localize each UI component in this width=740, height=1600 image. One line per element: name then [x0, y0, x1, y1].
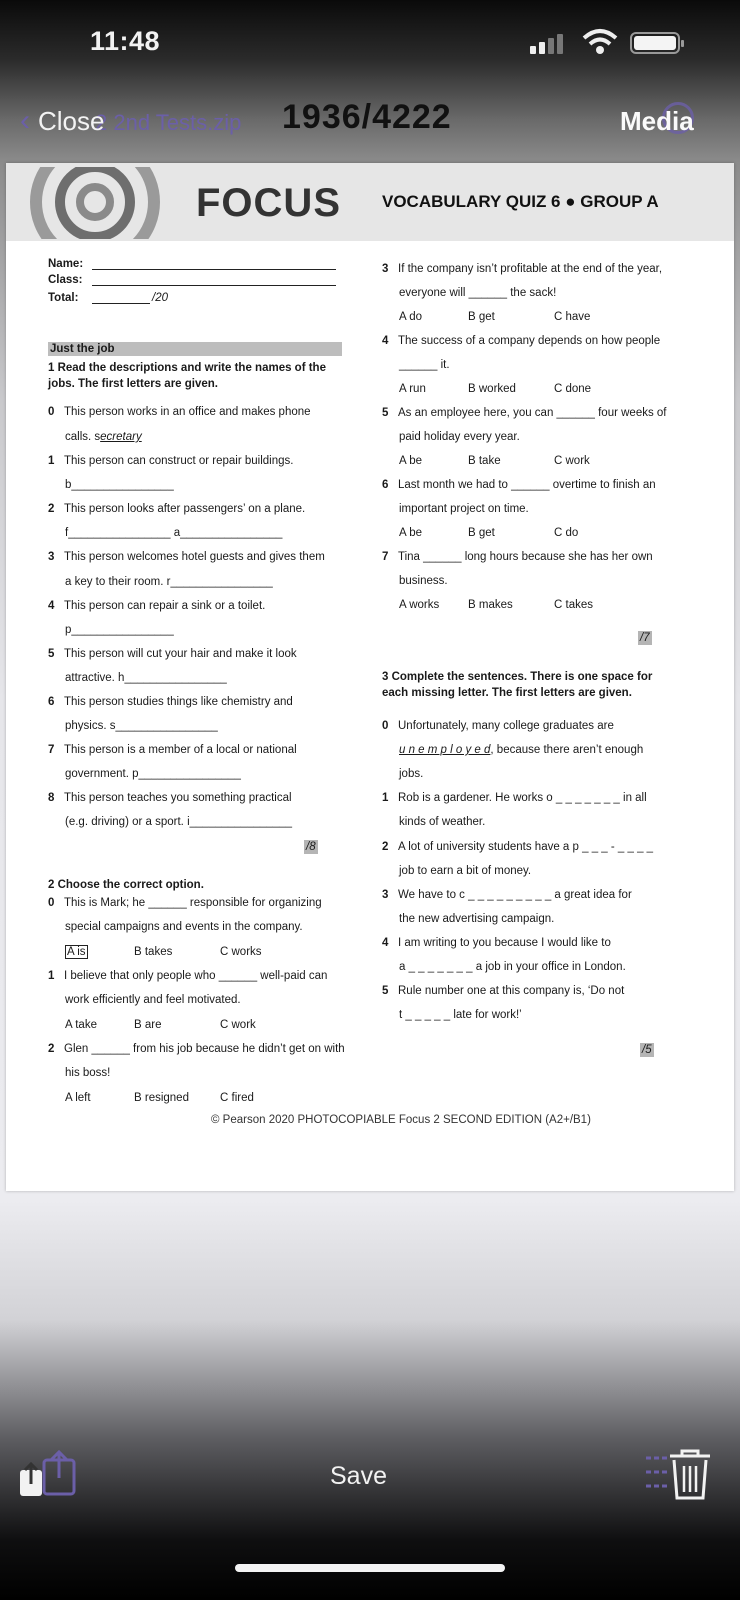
item-number: 0 — [382, 720, 389, 732]
item-number: 1 — [48, 970, 55, 982]
item-text: This person looks after passengers’ on a plane. — [64, 503, 306, 515]
item-text: I believe that only people who ______ well-paid can — [64, 970, 328, 982]
wifi-icon — [582, 28, 618, 56]
trash-icon[interactable] — [644, 1448, 714, 1502]
item-text: The success of a company depends on how people — [398, 335, 661, 347]
page-counter: 1936/4222 — [282, 98, 452, 136]
option-c[interactable]: C work — [220, 1019, 256, 1031]
item-text: I am writing to you because I would like to — [398, 937, 611, 949]
answer-blank[interactable]: government. p________________ — [65, 768, 241, 780]
battery-icon — [630, 32, 680, 54]
class-label: Class: — [48, 274, 83, 286]
item-text: This person can repair a sink or a toilet. — [64, 600, 266, 612]
section1-instruction: 1 Read the descriptions and write the names of the — [48, 362, 326, 374]
answer-blank[interactable]: physics. s________________ — [65, 720, 218, 732]
item-text: Unfortunately, many college graduates are — [398, 720, 614, 732]
quiz-title: VOCABULARY QUIZ 6 ● GROUP A — [382, 192, 659, 211]
option-b[interactable]: B resigned — [134, 1092, 189, 1104]
item-number: 7 — [48, 744, 55, 756]
option-a[interactable]: A take — [65, 1019, 97, 1031]
archive-filename: 2 2nd Tests.zip — [95, 110, 242, 135]
section3-heading-2: each missing letter. The first letters are given. — [382, 687, 632, 699]
option-c[interactable]: C works — [220, 946, 262, 958]
item-number: 0 — [48, 897, 55, 909]
option-b[interactable]: B worked — [468, 383, 516, 395]
item-text: Rule number one at this company is, ‘Do not — [398, 985, 625, 997]
class-line — [92, 276, 336, 286]
option-b[interactable]: B get — [468, 527, 495, 539]
item-number: 2 — [48, 1043, 55, 1055]
option-b[interactable]: B are — [134, 1019, 162, 1031]
copyright-footer: © Pearson 2020 PHOTOCOPIABLE Focus 2 SECOND EDITION (A2+/B1) — [211, 1114, 591, 1126]
item-number: 4 — [48, 600, 55, 612]
option-c[interactable]: C do — [554, 527, 579, 539]
item-text: the new advertising campaign. — [399, 913, 555, 925]
item-text[interactable]: a _ _ _ _ _ _ _ a job in your office in London. — [399, 961, 626, 973]
item-text[interactable]: A lot of university students have a p _ _ _ - _ _ _ _ — [398, 841, 654, 853]
answer-blank[interactable]: p________________ — [65, 624, 174, 636]
item-text: Tina ______ long hours because she has her own — [398, 551, 653, 563]
name-label: Name: — [48, 258, 84, 270]
share-icon[interactable] — [18, 1448, 82, 1500]
total-value: /20 — [152, 292, 168, 304]
brand-logo: FOCUS — [196, 181, 341, 225]
item-text: This is Mark; he ______ responsible for organizing — [64, 897, 322, 909]
item-number: 6 — [48, 696, 55, 708]
example-answer: u n e m p l o y e d — [399, 744, 491, 756]
logo-swirl — [10, 167, 190, 239]
item-number: 2 — [48, 503, 55, 515]
save-button[interactable]: Save — [330, 1462, 387, 1490]
item-number: 3 — [382, 263, 389, 275]
option-b[interactable]: B takes — [134, 946, 173, 958]
back-chevron-icon[interactable]: ‹ — [20, 104, 30, 137]
status-bar — [0, 0, 740, 80]
answer-blank[interactable]: attractive. h________________ — [65, 672, 227, 684]
item-number: 7 — [382, 551, 389, 563]
answer-blank[interactable]: f________________ a________________ — [65, 527, 283, 539]
right-column — [382, 263, 722, 1083]
item-text: calls. s — [65, 431, 101, 443]
answer-blank[interactable]: (e.g. driving) or a sport. i________________ — [65, 816, 292, 828]
option-b[interactable]: B get — [468, 311, 495, 323]
document-page — [6, 163, 734, 1191]
item-number: 6 — [382, 479, 389, 491]
answer-blank[interactable]: b________________ — [65, 479, 174, 491]
item-text: This person works in an office and makes phone — [64, 406, 311, 418]
option-c[interactable]: C have — [554, 311, 591, 323]
item-text: This person is a member of a local or national — [64, 744, 297, 756]
item-text: This person studies things like chemistry and — [64, 696, 293, 708]
example-answer: ecretary — [100, 431, 142, 443]
item-number: 3 — [48, 551, 55, 563]
item-number: 4 — [382, 937, 389, 949]
item-number: 4 — [382, 335, 389, 347]
item-text: ______ it. — [399, 359, 450, 371]
item-text: important project on time. — [399, 503, 529, 515]
item-number: 0 — [48, 406, 55, 418]
nav-bar — [0, 90, 740, 150]
option-a[interactable]: A works — [399, 599, 440, 611]
item-text: everyone will ______ the sack! — [399, 287, 557, 299]
option-a[interactable]: A left — [65, 1092, 91, 1104]
option-a[interactable]: A run — [399, 383, 426, 395]
option-a-selected[interactable]: A is — [67, 946, 86, 958]
total-line — [92, 292, 150, 304]
status-time: 11:48 — [90, 26, 161, 56]
item-number: 5 — [48, 648, 55, 660]
bottom-toolbar — [0, 1442, 740, 1522]
item-text: As an employee here, you can ______ four weeks of — [398, 407, 667, 419]
option-b[interactable]: B makes — [468, 599, 513, 611]
item-text: jobs. — [399, 768, 424, 780]
item-text: kinds of weather. — [399, 816, 486, 828]
item-text: job to earn a bit of money. — [399, 865, 532, 877]
close-button[interactable]: Close — [38, 106, 105, 136]
option-c[interactable]: C work — [554, 455, 590, 467]
item-text: work efficiently and feel motivated. — [65, 994, 241, 1006]
section3-heading: 3 Complete the sentences. There is one space for — [382, 671, 653, 683]
section1-score: /8 — [306, 841, 316, 853]
option-c[interactable]: C fired — [220, 1092, 254, 1104]
item-text[interactable]: We have to c _ _ _ _ _ _ _ _ _ a great idea for — [398, 889, 632, 901]
item-text: Glen ______ from his job because he didn’t get on with — [64, 1043, 345, 1055]
item-text: If the company isn’t profitable at the end of the year, — [398, 263, 663, 275]
total-label: Total: — [48, 292, 79, 304]
item-text: business. — [399, 575, 448, 587]
item-number: 3 — [382, 889, 389, 901]
item-text: This person will cut your hair and make it look — [64, 648, 297, 660]
item-number: 1 — [48, 455, 55, 467]
home-indicator[interactable] — [235, 1564, 505, 1572]
item-text[interactable]: t _ _ _ _ _ late for work!’ — [399, 1009, 522, 1021]
option-c[interactable]: C takes — [554, 599, 593, 611]
section2-score: /7 — [640, 632, 650, 644]
item-number: 8 — [48, 792, 55, 804]
option-c[interactable]: C done — [554, 383, 592, 395]
item-number: 5 — [382, 407, 389, 419]
media-button[interactable]: Media — [620, 106, 694, 136]
name-line — [92, 260, 336, 270]
item-text: special campaigns and events in the company. — [65, 921, 303, 933]
option-a[interactable]: A be — [399, 527, 423, 539]
item-text: paid holiday every year. — [399, 431, 520, 443]
section3-score: /5 — [642, 1044, 652, 1056]
item-number: 1 — [382, 792, 389, 804]
item-text: his boss! — [65, 1067, 111, 1079]
signal-icon — [530, 34, 566, 54]
option-a[interactable]: A do — [399, 311, 423, 323]
item-text: This person welcomes hotel guests and gives them — [64, 551, 325, 563]
item-number: 2 — [382, 841, 389, 853]
section1-instruction-2: jobs. The first letters are given. — [48, 378, 218, 390]
item-number: 5 — [382, 985, 389, 997]
item-text[interactable]: Rob is a gardener. He works o _ _ _ _ _ _ _ in all — [398, 792, 647, 804]
header-banner — [6, 163, 734, 241]
item-text: Last month we had to ______ overtime to finish an — [398, 479, 656, 491]
option-a[interactable]: A be — [399, 455, 423, 467]
section1-heading: Just the job — [48, 342, 342, 356]
item-text: , because there aren’t enough — [490, 744, 644, 756]
left-column — [48, 258, 368, 1118]
item-text: This person can construct or repair buildings. — [64, 455, 294, 467]
answer-blank[interactable]: a key to their room. r________________ — [65, 576, 273, 588]
item-text: This person teaches you something practical — [64, 792, 292, 804]
option-b[interactable]: B take — [468, 455, 501, 467]
section2-heading: 2 Choose the correct option. — [48, 879, 204, 891]
